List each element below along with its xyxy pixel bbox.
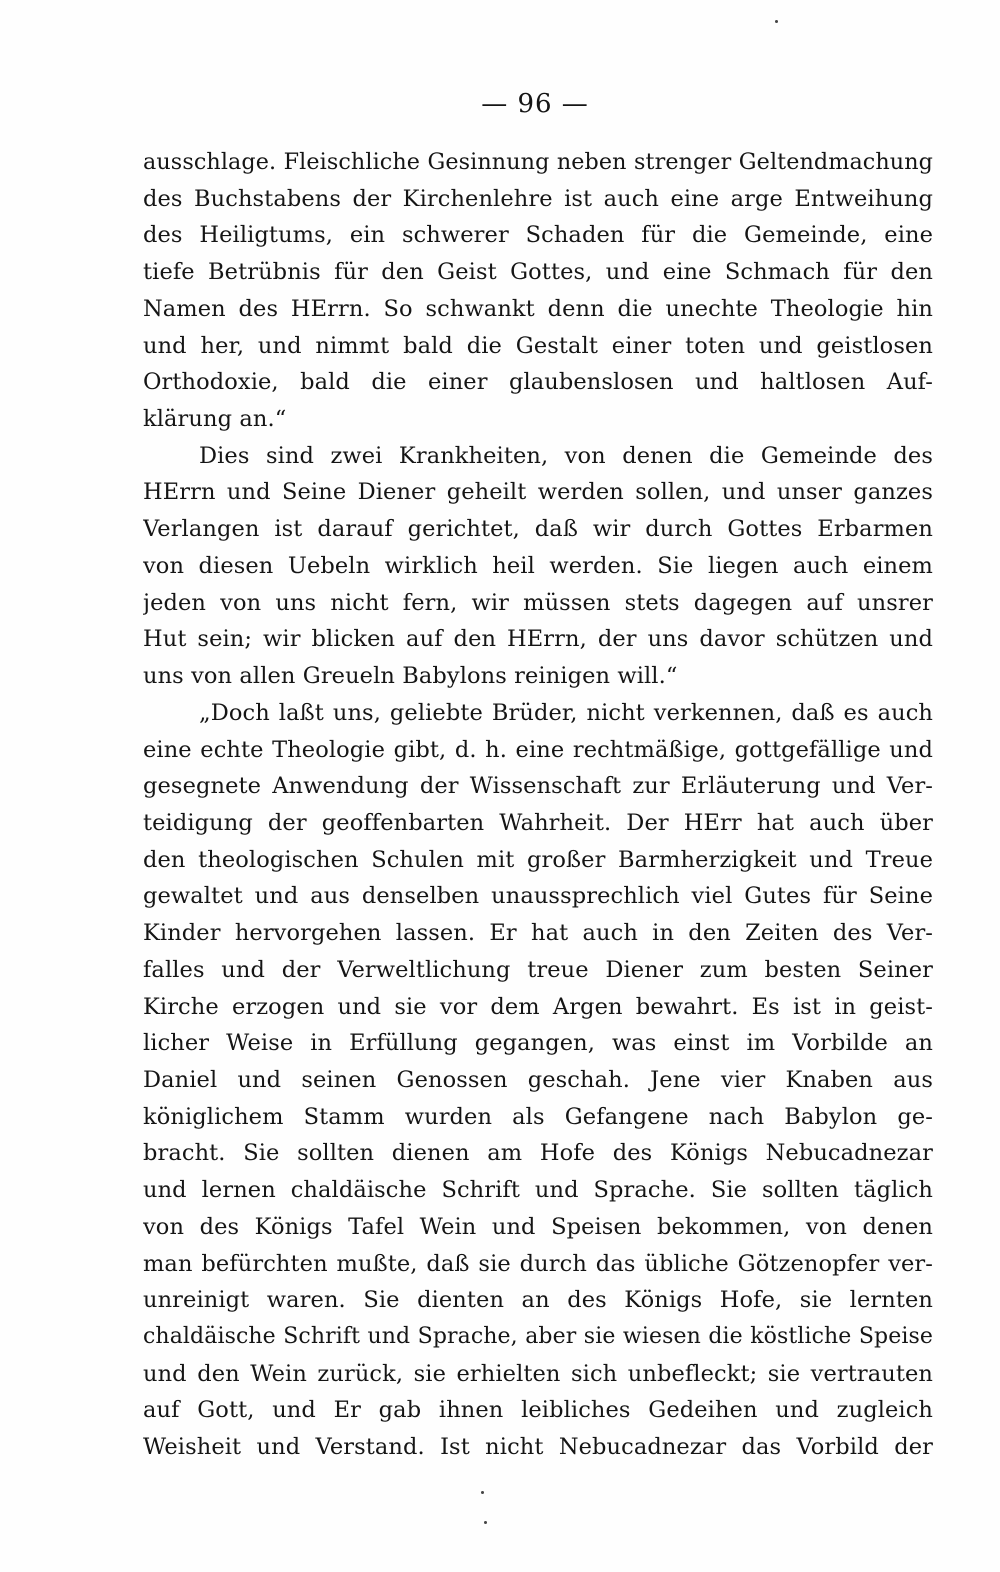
text-line: Verlangen ist darauf gerichtet, daß wir durch Gottes Erbarmen [143,516,933,543]
page-number: — 96 — [481,89,589,119]
text-line: unreinigt waren. Sie dienten an des Königs Hofe, sie lernten [143,1287,933,1314]
text-line: falles und der Verweltlichung treue Diener zum besten Seiner [143,956,933,983]
text-line: bracht. Sie sollten dienen am Hofe des Königs Nebucadnezar [143,1140,933,1167]
text-line: teidigung der geoffenbarten Wahrheit. Der HErr hat auch über [143,809,933,836]
text-line: und den Wein zurück, sie erhielten sich unbefleckt; sie vertrauten [143,1360,933,1387]
text-line: auf Gott, und Er gab ihnen leibliches Gedeihen und zugleich [143,1397,933,1424]
text-line: licher Weise in Erfüllung gegangen, was einst im Vorbilde an [143,1030,933,1057]
text-line: klärung an.“ [143,406,287,433]
text-line: HErrn und Seine Diener geheilt werden sollen, und unser ganzes [143,479,933,506]
text-line: des Heiligtums, ein schwerer Schaden für die Gemeinde, eine [143,222,933,249]
text-line: königlichem Stamm wurden als Gefangene nach Babylon ge- [143,1103,933,1130]
text-line: Kinder hervorgehen lassen. Er hat auch in den Zeiten des Ver- [143,920,933,947]
text-line: eine echte Theologie gibt, d. h. eine rechtmäßige, gottgefällige und [143,736,933,763]
text-line: Kirche erzogen und sie vor dem Argen bewahrt. Es ist in geist- [143,993,933,1020]
text-line: den theologischen Schulen mit großer Barmherzigkeit und Treue [143,846,933,873]
text-line: Hut sein; wir blicken auf den HErrn, der uns davor schützen und [143,626,933,653]
text-line: jeden von uns nicht fern, wir müssen stets dagegen auf unsrer [143,589,933,616]
text-line: Orthodoxie, bald die einer glaubenslosen und haltlosen Auf- [143,369,933,396]
scan-speck [484,1521,487,1524]
body-text [143,144,933,1466]
scan-speck [775,20,778,23]
text-line: uns von allen Greueln Babylons reinigen will.“ [143,663,678,690]
text-line: von diesen Uebeln wirklich heil werden. Sie liegen auch einem [143,552,933,579]
text-line: man befürchten mußte, daß sie durch das übliche Götzenopfer ver- [143,1250,933,1277]
text-line: Dies sind zwei Krankheiten, von denen die Gemeinde des [199,442,933,469]
text-line: Namen des HErrn. So schwankt denn die unechte Theologie hin [143,295,933,322]
text-line: chaldäische Schrift und Sprache, aber sie wiesen die köstliche Speise [143,1324,933,1349]
text-line: „Doch laßt uns, geliebte Brüder, nicht verkennen, daß es auch [199,699,933,726]
text-line: gewaltet und aus denselben unaussprechlich viel Gutes für Seine [143,883,933,910]
text-line: und her, und nimmt bald die Gestalt einer toten und geistlosen [143,332,933,359]
text-line: des Buchstabens der Kirchenlehre ist auch eine arge Entweihung [143,185,933,212]
text-line: von des Königs Tafel Wein und Speisen bekommen, von denen [143,1213,933,1240]
text-line: und lernen chaldäische Schrift und Sprache. Sie sollten täglich [143,1177,933,1204]
text-line: gesegnete Anwendung der Wissenschaft zur Erläuterung und Ver- [143,773,933,800]
scan-speck [481,1491,484,1494]
text-line: tiefe Betrübnis für den Geist Gottes, und eine Schmach für den [143,259,933,286]
text-line: ausschlage. Fleischliche Gesinnung neben strenger Geltendmachung [143,149,933,175]
text-line: Weisheit und Verstand. Ist nicht Nebucadnezar das Vorbild der [143,1434,933,1461]
text-line: Daniel und seinen Genossen geschah. Jene vier Knaben aus [143,1066,933,1093]
